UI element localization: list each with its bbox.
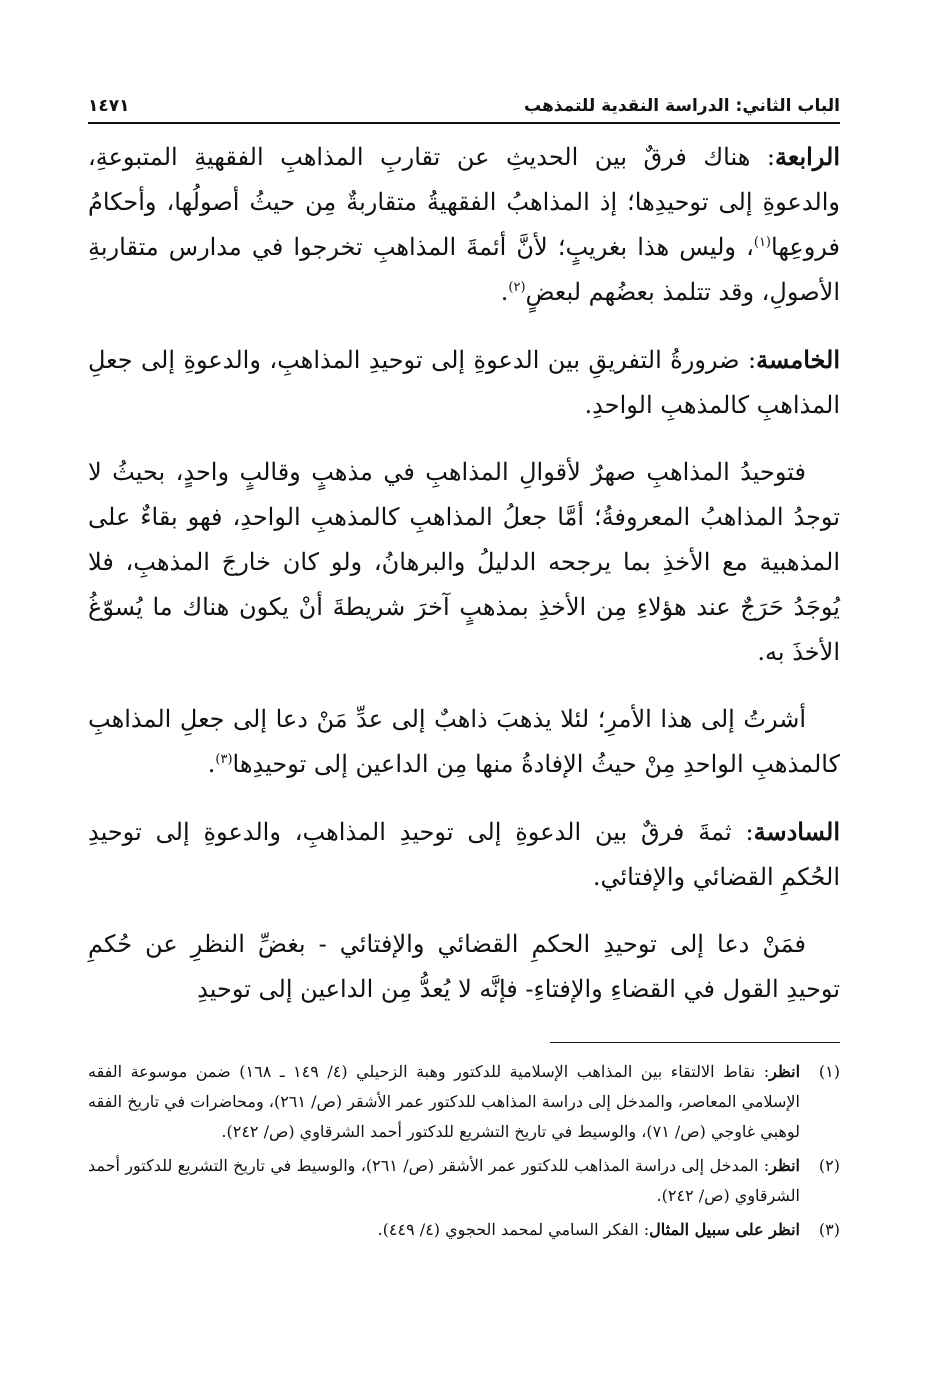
footnote-1 xyxy=(88,1057,840,1147)
footnote-number: (٢) xyxy=(818,1156,840,1175)
paragraph-judicial: فمَنْ دعا إلى توحيدِ الحكمِ القضائي والإفتائي - بغضِّ النظرِ عن حُكمِ توحيدِ القول في القضاءِ والإفتاءِ- فإنَّه لا يُعدُّ مِن الداعين إلى توحيدِ xyxy=(88,930,840,1003)
paragraph-unification: فتوحيدُ المذاهبِ صهرٌ لأقوالِ المذاهبِ في مذهبٍ وقالبٍ واحدٍ، بحيثُ لا توجدُ المذاهبُ المعروفةُ؛ أمَّا جعلُ المذاهبِ كالمذهبِ الواحدِ، فهو بقاءٌ على المذهبية مع الأخذِ بما يرجحه الدليلُ والبرهانُ، ولو كان خارجَ المذهبِ، فلا يُوجَدُ حَرَجٌ عند هؤلاءِ مِن الأخذِ بمذهبٍ آخرَ شريطةَ أنْ يكون هناك ما يُسوّغُ الأخذَ به. xyxy=(88,458,840,666)
footnote-body: : المدخل إلى دراسة المذاهب للدكتور عمر الأشقر (ص/ ٢٦١)، والوسيط في تاريخ التشريع للدكتور أحمد الشرقاوي (ص/ ٢٤٢). xyxy=(88,1156,800,1205)
punctuation: . xyxy=(500,278,509,306)
footnote-ref[interactable]: (٢) xyxy=(508,280,526,295)
footnote-ref[interactable]: (١) xyxy=(753,235,771,250)
paragraph-note xyxy=(88,697,840,787)
paragraph-fifth xyxy=(88,337,840,428)
running-header xyxy=(88,96,840,124)
footnote-number: (٣) xyxy=(818,1220,840,1239)
footnote-body: : نقاط الالتقاء بين المذاهب الإسلامية للدكتور وهبة الزحيلي (٤/ ١٤٩ ـ ١٦٨) ضمن موسوعة الفقه الإسلامي المعاصر، والمدخل إلى دراسة المذاهب للدكتور عمر الأشقر (ص/ ٢٦١)، ومحاضرات في تاريخ الفقه لوهبي غاوجي (ص/ ٧١)، والوسيط في تاريخ التشريع للدكتور أحمد الشرقاوي (ص/ ٢٤٢). xyxy=(88,1062,801,1141)
punctuation: . xyxy=(207,750,216,778)
page xyxy=(88,96,840,1249)
footnote-3 xyxy=(88,1215,840,1245)
footnote-text xyxy=(88,1151,800,1211)
paragraph-fourth xyxy=(88,134,840,315)
main-text xyxy=(88,134,840,1012)
footnotes xyxy=(88,1057,840,1245)
footnote-lead: انظر xyxy=(769,1062,801,1081)
footnote-ref[interactable]: (٣) xyxy=(215,752,233,767)
paragraph-lead: الخامسة xyxy=(756,345,840,374)
footnote-text xyxy=(88,1215,800,1245)
paragraph-text: : ضرورةُ التفريقِ بين الدعوةِ إلى توحيدِ المذاهبِ، والدعوةِ إلى جعلِ المذاهبِ كالمذهبِ الواحدِ. xyxy=(88,346,840,419)
paragraph-text: ، وليس هذا بغريبٍ؛ لأنَّ أئمةَ المذاهبِ تخرجوا في مدارس متقاربةِ الأصولِ، وقد تتلمذ بعضُهم لبعضٍ xyxy=(88,233,840,306)
footnote-body: : الفكر السامي لمحمد الحجوي (٤/ ٤٤٩). xyxy=(377,1220,650,1239)
paragraph-text: أشرتُ إلى هذا الأمرِ؛ لئلا يذهبَ ذاهبٌ إلى عدِّ مَنْ دعا إلى جعلِ المذاهبِ كالمذهبِ الواحدِ مِنْ حيثُ الإفادةُ منها مِن الداعين إلى توحيدِها xyxy=(88,705,840,778)
footnote-text xyxy=(88,1057,800,1147)
footnote-lead: انظر على سبيل المثال xyxy=(649,1220,800,1239)
page-number: ١٤٧١ xyxy=(88,96,130,116)
footnote-divider xyxy=(550,1042,840,1043)
paragraph-lead: السادسة xyxy=(753,817,840,846)
paragraph-text: : ثمةَ فرقٌ بين الدعوةِ إلى توحيدِ المذاهبِ، والدعوةِ إلى توحيدِ الحُكمِ القضائي والإفتائي. xyxy=(88,818,840,891)
footnote-lead: انظر xyxy=(769,1156,800,1175)
footnote-2 xyxy=(88,1151,840,1211)
paragraph-lead: الرابعة xyxy=(775,142,841,171)
paragraph-sixth xyxy=(88,809,840,900)
footnote-number: (١) xyxy=(818,1062,840,1081)
paragraph-text: : هناك فرقٌ بين الحديثِ عن تقاربِ المذاهبِ الفقهيةِ المتبوعةِ، والدعوةِ إلى توحيدِها؛ إذ المذاهبُ الفقهيةُ متقاربةٌ مِن حيثُ أصولُها، وأحكامُ فروعِها xyxy=(88,143,840,261)
chapter-title: الباب الثاني: الدراسة النقدية للتمذهب xyxy=(523,96,840,116)
